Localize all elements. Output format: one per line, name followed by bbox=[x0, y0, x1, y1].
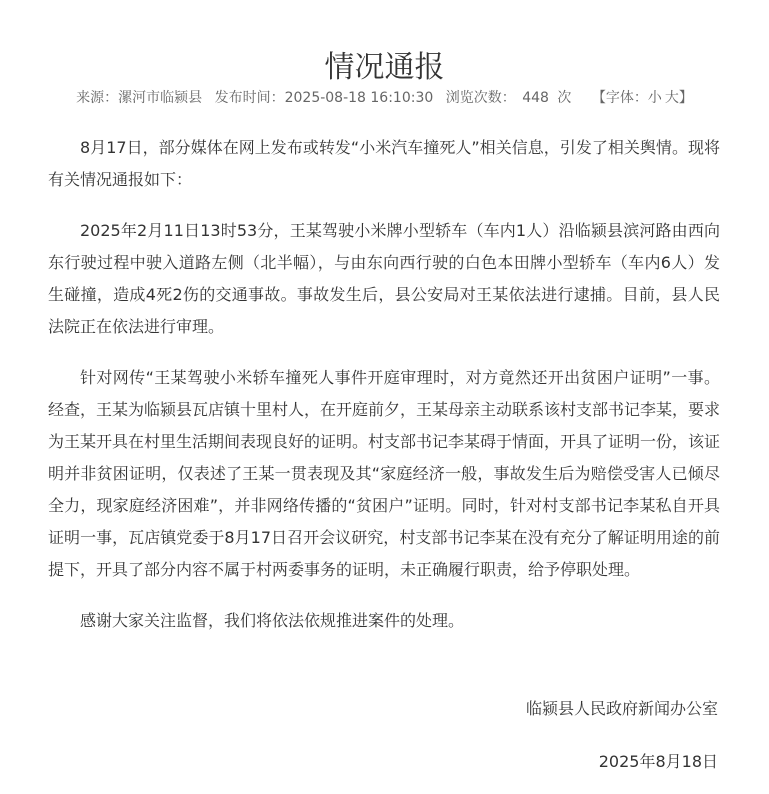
publish-time: 发布时间：2025-08-18 16:10:30 bbox=[214, 90, 434, 106]
article-meta bbox=[0, 87, 769, 107]
font-small-button[interactable]: 小 bbox=[647, 90, 662, 106]
font-size-label: 【字体： bbox=[591, 90, 648, 106]
paragraph: 8月17日，部分媒体在网上发布或转发“小米汽车撞死人”相关信息，引发了相关舆情。现将有关情况通报如下： bbox=[48, 138, 720, 189]
paragraph: 针对网传“王某驾驶小米轿车撞死人事件开庭审理时，对方竟然还开出贫困户证明”一事。经查，王某为临颍县瓦店镇十里村人，在开庭前夕，王某母亲主动联系该村支部书记李某，要求为王某开具在村里生活期间表现良好的证明。村支部书记李某碍于情面，开具了证明一份，该证明并非贫困证明，仅表述了王某一贯表现及其“家庭经济一般，事故发生后为赔偿受害人已倾尽全力，现家庭经济困难”，并非网络传播的“贫困户”证明。同时，针对村支部书记李某私自开具证明一事，瓦店镇党委于8月17日召开会议研究，村支部书记李某在没有充分了解证明用途的前提下，开具了部分内容不属于村两委事务的证明，未正确履行职责，给予停职处理。 bbox=[48, 368, 721, 579]
paragraph: 感谢大家关注监督，我们将依法依规推进案件的处理。 bbox=[80, 611, 465, 630]
views-unit: 次 bbox=[557, 90, 572, 106]
views-value: 448 bbox=[522, 90, 549, 106]
font-size-bracket: 】 bbox=[678, 90, 693, 106]
view-count bbox=[446, 90, 574, 106]
source: 来源：漯河市临颍县 bbox=[76, 90, 203, 106]
signature-date: 2025年8月18日 bbox=[598, 752, 718, 771]
views-label: 浏览次数： bbox=[445, 90, 516, 106]
font-large-button[interactable]: 大 bbox=[664, 90, 679, 106]
page-title: 情况通报 bbox=[324, 50, 445, 86]
paragraph: 2025年2月11日13时53分，王某驾驶小米牌小型轿车（车内1人）沿临颍县滨河路由西向东行驶过程中驶入道路左侧（北半幅），与由东向西行驶的白色本田牌小型轿车（车内6人）发生碰撞，造成4死2伤的交通事故。事故发生后，县公安局对王某依法进行逮捕。目前，县人民法院正在依法进行审理。 bbox=[48, 221, 720, 336]
font-size-control bbox=[592, 90, 693, 106]
signature-org: 临颍县人民政府新闻办公室 bbox=[525, 699, 718, 718]
article-body bbox=[48, 132, 720, 656]
